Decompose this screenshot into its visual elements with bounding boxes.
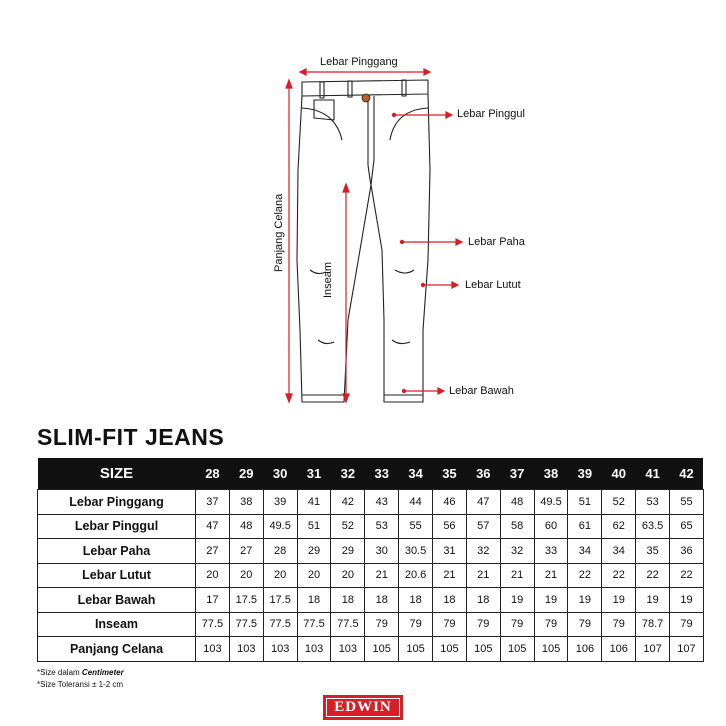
label-hem: Lebar Bawah — [449, 385, 514, 397]
table-cell: 18 — [297, 588, 331, 613]
table-cell: 103 — [331, 637, 365, 662]
label-inseam: Inseam — [322, 261, 334, 298]
table-cell: 20 — [331, 563, 365, 588]
table-cell: 79 — [433, 612, 467, 637]
table-cell: 43 — [365, 490, 399, 515]
table-cell: 60 — [534, 514, 568, 539]
table-row — [38, 563, 704, 588]
table-cell: 31 — [433, 539, 467, 564]
table-cell: 77.5 — [297, 612, 331, 637]
table-header-size-value: 40 — [602, 458, 636, 490]
table-cell: 49.5 — [263, 514, 297, 539]
table-cell: 19 — [636, 588, 670, 613]
table-header-size-value: 32 — [331, 458, 365, 490]
table-cell: 19 — [670, 588, 704, 613]
table-cell: 79 — [602, 612, 636, 637]
table-cell: 18 — [365, 588, 399, 613]
table-cell: 77.5 — [229, 612, 263, 637]
table-header-size: SIZE — [38, 458, 196, 490]
table-cell: 21 — [500, 563, 534, 588]
table-cell: 17 — [196, 588, 230, 613]
table-cell: 39 — [263, 490, 297, 515]
table-header-size-value: 34 — [399, 458, 433, 490]
label-thigh: Lebar Paha — [468, 236, 525, 248]
table-cell: 36 — [670, 539, 704, 564]
table-cell: 19 — [500, 588, 534, 613]
table-row-label: Lebar Pinggang — [38, 490, 196, 515]
table-row — [38, 490, 704, 515]
table-row-label: Lebar Lutut — [38, 563, 196, 588]
table-cell: 79 — [670, 612, 704, 637]
table-header-size-value: 33 — [365, 458, 399, 490]
table-header-size-value: 39 — [568, 458, 602, 490]
table-cell: 32 — [466, 539, 500, 564]
table-cell: 22 — [636, 563, 670, 588]
table-cell: 53 — [365, 514, 399, 539]
table-row — [38, 588, 704, 613]
table-cell: 29 — [331, 539, 365, 564]
table-cell: 77.5 — [263, 612, 297, 637]
table-cell: 65 — [670, 514, 704, 539]
table-row — [38, 637, 704, 662]
table-header-size-value: 31 — [297, 458, 331, 490]
table-cell: 20 — [196, 563, 230, 588]
table-row — [38, 539, 704, 564]
table-header-size-value: 36 — [466, 458, 500, 490]
table-cell: 19 — [568, 588, 602, 613]
table-cell: 77.5 — [196, 612, 230, 637]
table-cell: 56 — [433, 514, 467, 539]
table-cell: 18 — [433, 588, 467, 613]
table-cell: 63.5 — [636, 514, 670, 539]
table-row — [38, 514, 704, 539]
table-cell: 105 — [433, 637, 467, 662]
table-cell: 20 — [229, 563, 263, 588]
table-cell: 18 — [331, 588, 365, 613]
table-cell: 27 — [229, 539, 263, 564]
label-waist: Lebar Pinggang — [320, 56, 398, 68]
table-cell: 22 — [602, 563, 636, 588]
label-knee: Lebar Lutut — [465, 279, 521, 291]
table-cell: 61 — [568, 514, 602, 539]
note-unit-value: Centimeter — [81, 668, 124, 677]
table-header-size-value: 35 — [433, 458, 467, 490]
table-cell: 105 — [500, 637, 534, 662]
table-cell: 17.5 — [229, 588, 263, 613]
table-cell: 105 — [534, 637, 568, 662]
table-cell: 79 — [466, 612, 500, 637]
table-cell: 28 — [263, 539, 297, 564]
table-cell: 103 — [297, 637, 331, 662]
table-header-size-value: 42 — [670, 458, 704, 490]
table-cell: 53 — [636, 490, 670, 515]
table-cell: 22 — [670, 563, 704, 588]
table-cell: 33 — [534, 539, 568, 564]
table-cell: 105 — [466, 637, 500, 662]
table-cell: 78.7 — [636, 612, 670, 637]
label-hip: Lebar Pinggul — [457, 108, 525, 120]
table-cell: 20.6 — [399, 563, 433, 588]
table-cell: 79 — [568, 612, 602, 637]
table-cell: 79 — [534, 612, 568, 637]
table-header-size-value: 41 — [636, 458, 670, 490]
label-length: Panjang Celana — [273, 193, 285, 272]
table-header-row — [38, 458, 704, 490]
table-cell: 79 — [365, 612, 399, 637]
table-cell: 106 — [568, 637, 602, 662]
table-cell: 35 — [636, 539, 670, 564]
table-cell: 20 — [263, 563, 297, 588]
table-cell: 37 — [196, 490, 230, 515]
table-cell: 105 — [399, 637, 433, 662]
table-cell: 21 — [365, 563, 399, 588]
table-cell: 21 — [466, 563, 500, 588]
table-cell: 17.5 — [263, 588, 297, 613]
table-cell: 42 — [331, 490, 365, 515]
table-cell: 32 — [500, 539, 534, 564]
note-unit — [37, 668, 124, 677]
table-row-label: Panjang Celana — [38, 637, 196, 662]
table-row — [38, 612, 704, 637]
table-cell: 30 — [365, 539, 399, 564]
table-cell: 107 — [670, 637, 704, 662]
table-cell: 77.5 — [331, 612, 365, 637]
table-cell: 27 — [196, 539, 230, 564]
table-header-size-value: 38 — [534, 458, 568, 490]
table-cell: 51 — [568, 490, 602, 515]
table-row-label: Lebar Bawah — [38, 588, 196, 613]
table-cell: 34 — [568, 539, 602, 564]
table-cell: 41 — [297, 490, 331, 515]
table-cell: 34 — [602, 539, 636, 564]
table-cell: 103 — [263, 637, 297, 662]
table-cell: 46 — [433, 490, 467, 515]
table-row-label: Inseam — [38, 612, 196, 637]
table-cell: 44 — [399, 490, 433, 515]
note-tolerance: *Size Toleransi ± 1-2 cm — [37, 680, 124, 689]
table-cell: 21 — [433, 563, 467, 588]
table-cell: 18 — [466, 588, 500, 613]
table-cell: 19 — [602, 588, 636, 613]
table-cell: 19 — [534, 588, 568, 613]
table-cell: 48 — [229, 514, 263, 539]
table-cell: 20 — [297, 563, 331, 588]
table-cell: 107 — [636, 637, 670, 662]
table-cell: 18 — [399, 588, 433, 613]
table-cell: 57 — [466, 514, 500, 539]
table-cell: 55 — [399, 514, 433, 539]
table-body — [38, 490, 704, 662]
table-cell: 52 — [331, 514, 365, 539]
table-cell: 55 — [670, 490, 704, 515]
table-cell: 30.5 — [399, 539, 433, 564]
note-unit-prefix: *Size dalam — [37, 668, 82, 677]
table-cell: 103 — [229, 637, 263, 662]
table-header-size-value: 30 — [263, 458, 297, 490]
edwin-logo: EDWIN — [323, 695, 403, 720]
table-header-size-value: 37 — [500, 458, 534, 490]
table-cell: 79 — [500, 612, 534, 637]
table-cell: 48 — [500, 490, 534, 515]
table-cell: 51 — [297, 514, 331, 539]
table-cell: 106 — [602, 637, 636, 662]
table-row-label: Lebar Pinggul — [38, 514, 196, 539]
table-cell: 22 — [568, 563, 602, 588]
table-cell: 62 — [602, 514, 636, 539]
table-cell: 47 — [466, 490, 500, 515]
table-cell: 38 — [229, 490, 263, 515]
table-cell: 47 — [196, 514, 230, 539]
table-cell: 58 — [500, 514, 534, 539]
page-title: SLIM-FIT JEANS — [37, 424, 225, 450]
table-header-size-value: 29 — [229, 458, 263, 490]
table-cell: 103 — [196, 637, 230, 662]
table-header-size-value: 28 — [196, 458, 230, 490]
table-cell: 49.5 — [534, 490, 568, 515]
table-cell: 105 — [365, 637, 399, 662]
size-chart-table — [37, 458, 704, 662]
table-cell: 21 — [534, 563, 568, 588]
table-cell: 29 — [297, 539, 331, 564]
table-cell: 52 — [602, 490, 636, 515]
table-cell: 79 — [399, 612, 433, 637]
table-row-label: Lebar Paha — [38, 539, 196, 564]
